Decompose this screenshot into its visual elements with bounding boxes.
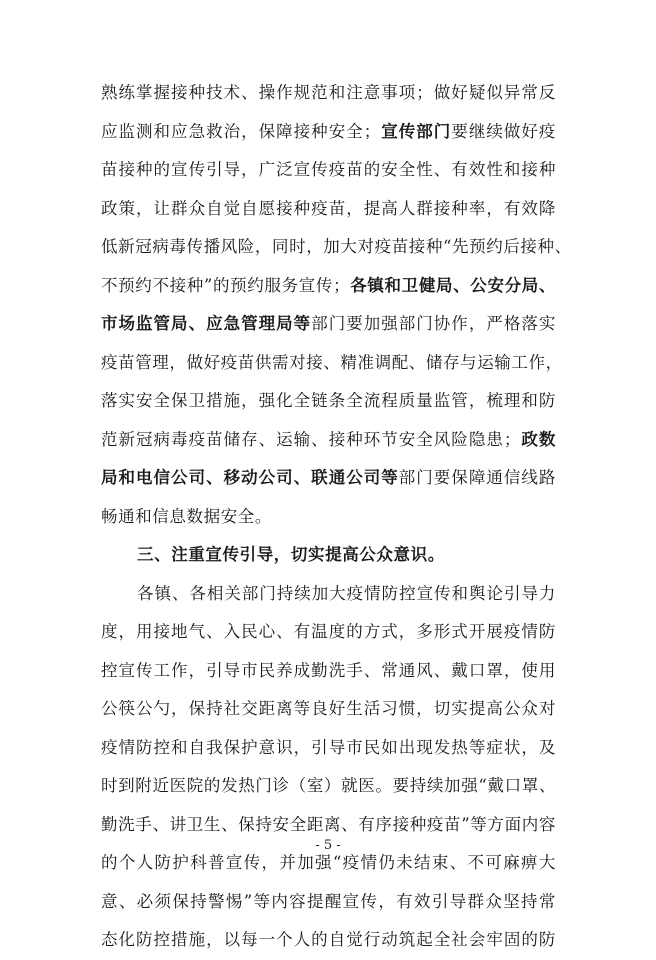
text-span: 应监测和应急救治，保障接种安全； (101, 121, 381, 141)
text-span: 的个人防护科普宣传，并加强“疫情仍未结束、不可麻痹大 (101, 853, 556, 872)
body-text (101, 74, 572, 960)
text-span: 意、必须保持警惕”等内容提醒宣传，有效引导群众坚持常 (101, 891, 556, 911)
text-line (101, 382, 556, 421)
text-line (101, 652, 556, 691)
text-span: 范新冠病毒疫苗储存、运输、接种环节安全风险隐患； (101, 429, 521, 449)
text-line (101, 613, 556, 652)
text-span: 熟练掌握接种技术、操作规范和注意事项；做好疑似异常反 (101, 83, 556, 102)
text-line (101, 459, 556, 498)
text-line (101, 421, 556, 460)
text-span: 部门要加强部门协作，严格落实 (311, 314, 556, 333)
text-line (101, 575, 556, 614)
text-span: 要继续做好疫 (451, 121, 556, 141)
text-line (101, 305, 556, 344)
text-line (101, 190, 556, 229)
text-span: 落实安全保卫措施，强化全链条全流程质量监管，梳理和防 (101, 391, 556, 410)
bold-department-name: 局和电信公司、移动公司、联通公司等 (101, 468, 399, 487)
bold-department-name: 市场监管局、应急管理局等 (101, 314, 312, 333)
text-line (101, 344, 563, 383)
bold-department-name: 宣传部门 (380, 121, 452, 141)
text-line (101, 767, 556, 806)
text-span: 政策，让群众自觉自愿接种疫苗，提高人群接种率，有效降 (101, 198, 556, 218)
text-line (101, 113, 556, 152)
text-span: 疫情防控和自我保护意识，引导市民如出现发热等症状，及 (101, 737, 556, 757)
text-span: 苗接种的宣传引导，广泛宣传疫苗的安全性、有效性和接种 (101, 160, 556, 179)
text-line (101, 228, 572, 267)
text-line (101, 729, 556, 768)
text-span: 时到附近医院的发热门诊（室）就医。要持续加强“戴口罩、 (101, 776, 556, 795)
text-line (101, 498, 556, 537)
text-span: 畅通和信息数据安全。 (101, 506, 272, 526)
text-line (101, 151, 556, 190)
text-line (101, 267, 556, 306)
text-span: 不预约不接种”的预约服务宣传； (101, 275, 351, 295)
text-span: 各镇、各相关部门持续加大疫情防控宣传和舆论引导力 (137, 583, 556, 603)
page-number: - 5 - (315, 838, 341, 853)
text-line (101, 883, 556, 922)
section-heading: 三、注重宣传引导，切实提高公众意识。 (137, 545, 445, 564)
text-span: 度，用接地气、入民心、有温度的方式，多形式开展疫情防 (101, 622, 556, 641)
bold-department-name: 政数 (520, 429, 557, 449)
bold-department-name: 各镇和卫健局、公安分局、 (350, 275, 556, 295)
text-line (101, 690, 556, 729)
text-span: 疫苗管理，做好疫苗供需对接、精准调配、储存与运输工作， (101, 352, 563, 372)
text-span: 部门要保障通信线路 (398, 468, 556, 487)
text-line (101, 74, 556, 113)
text-line (101, 921, 556, 960)
text-span: 态化防控措施，以每一个人的自觉行动筑起全社会牢固的防 (101, 930, 556, 949)
text-span: 公筷公勺，保持社交距离等良好生活习惯，切实提高公众对 (101, 699, 556, 718)
text-span: 控宣传工作，引导市民养成勤洗手、常通风、戴口罩，使用 (101, 660, 556, 680)
text-span: 勤洗手、讲卫生、保持安全距离、有序接种疫苗”等方面内容 (101, 814, 556, 834)
text-span: 低新冠病毒传播风险，同时，加大对疫苗接种“先预约后接种、 (101, 237, 572, 256)
